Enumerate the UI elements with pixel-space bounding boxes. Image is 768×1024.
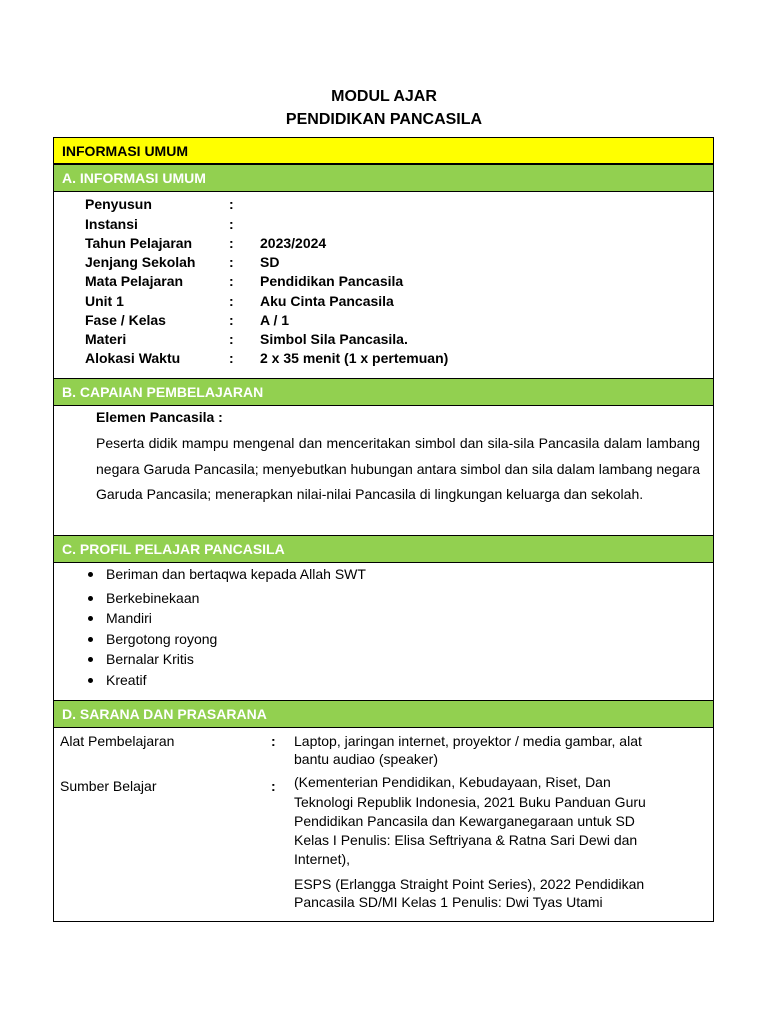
info-key: Materi <box>85 331 127 347</box>
section-c-label: C. PROFIL PELAJAR PANCASILA <box>62 541 285 557</box>
info-colon: : <box>229 273 234 289</box>
info-value: Simbol Sila Pancasila. <box>260 331 408 347</box>
sarana-value: Kelas I Penulis: Elisa Seftriyana & Ratna Sari Dewi dan <box>294 832 638 848</box>
info-colon: : <box>229 216 234 232</box>
section-a-label: A. INFORMASI UMUM <box>62 170 206 186</box>
info-value: SD <box>260 254 280 270</box>
document-title: MODUL AJAR <box>331 88 437 105</box>
list-item-text: Berkebinekaan <box>106 590 200 606</box>
informasi-umum-header <box>53 137 714 164</box>
info-value: 2 x 35 menit (1 x pertemuan) <box>260 350 449 366</box>
sarana-colon: : <box>271 733 276 749</box>
list-item-text: Kreatif <box>106 672 147 688</box>
bullet-icon <box>88 616 93 621</box>
bullet-icon <box>88 637 93 642</box>
sarana-value: Pancasila SD/MI Kelas 1 Penulis: Dwi Tyas Utami <box>294 894 603 910</box>
sarana-value: Internet), <box>294 851 351 867</box>
info-colon: : <box>229 293 234 309</box>
info-colon: : <box>229 312 234 328</box>
informasi-umum-header-label: INFORMASI UMUM <box>62 142 188 159</box>
sarana-key: Alat Pembelajaran <box>60 733 175 749</box>
info-colon: : <box>229 196 234 212</box>
sarana-colon: : <box>271 778 276 794</box>
section-a-header <box>53 164 714 192</box>
info-key: Penyusun <box>85 196 152 212</box>
capaian-text: Peserta didik mampu mengenal dan menceritakan simbol dan sila-sila Pancasila dalam lambang negara Garuda Pancasila; menyebutkan hubungan antara simbol dan sila dalam lambang negara Garuda Pancasila; menerapkan nilai-nilai Pancasila di lingkungan keluarga dan sekolah. <box>96 435 700 502</box>
list-item-text: Mandiri <box>106 610 152 626</box>
list-item-text: Bergotong royong <box>106 631 218 647</box>
info-value: A / 1 <box>260 312 290 328</box>
sarana-key: Sumber Belajar <box>60 778 157 794</box>
sarana-value: Pendidikan Pancasila dan Kewarganegaraan untuk SD <box>294 813 635 829</box>
list-item-text: Bernalar Kritis <box>106 651 194 667</box>
capaian-heading: Elemen Pancasila : <box>96 409 223 425</box>
info-key: Jenjang Sekolah <box>85 254 196 270</box>
info-key: Alokasi Waktu <box>85 350 181 366</box>
info-colon: : <box>229 350 234 366</box>
info-value: 2023/2024 <box>260 235 327 251</box>
sarana-value: ESPS (Erlangga Straight Point Series), 2022 Pendidikan <box>294 876 645 892</box>
section-d-label: D. SARANA DAN PRASARANA <box>62 706 267 722</box>
info-value: Aku Cinta Pancasila <box>260 293 394 309</box>
section-d-header <box>53 700 714 728</box>
list-item-text: Beriman dan bertaqwa kepada Allah SWT <box>106 566 366 582</box>
sarana-value: Teknologi Republik Indonesia, 2021 Buku Panduan Guru <box>294 794 646 810</box>
bullet-icon <box>88 596 93 601</box>
info-colon: : <box>229 331 234 347</box>
info-colon: : <box>229 235 234 251</box>
info-key: Mata Pelajaran <box>85 273 184 289</box>
bullet-icon <box>88 657 93 662</box>
sarana-value: (Kementerian Pendidikan, Kebudayaan, Riset, Dan <box>294 774 611 790</box>
info-colon: : <box>229 254 234 270</box>
section-b-label: B. CAPAIAN PEMBELAJARAN <box>62 384 264 400</box>
section-b-header <box>53 378 714 406</box>
info-value: Pendidikan Pancasila <box>260 273 404 289</box>
section-c-header <box>53 535 714 563</box>
info-key: Fase / Kelas <box>85 312 166 328</box>
sarana-value: bantu audiao (speaker) <box>294 751 438 767</box>
info-key: Unit 1 <box>85 293 124 309</box>
document-subtitle: PENDIDIKAN PANCASILA <box>285 111 483 128</box>
info-key: Tahun Pelajaran <box>85 235 193 251</box>
bullet-icon <box>88 572 93 577</box>
sarana-value: Laptop, jaringan internet, proyektor / media gambar, alat <box>294 733 642 749</box>
info-key: Instansi <box>85 216 138 232</box>
bullet-icon <box>88 678 93 683</box>
